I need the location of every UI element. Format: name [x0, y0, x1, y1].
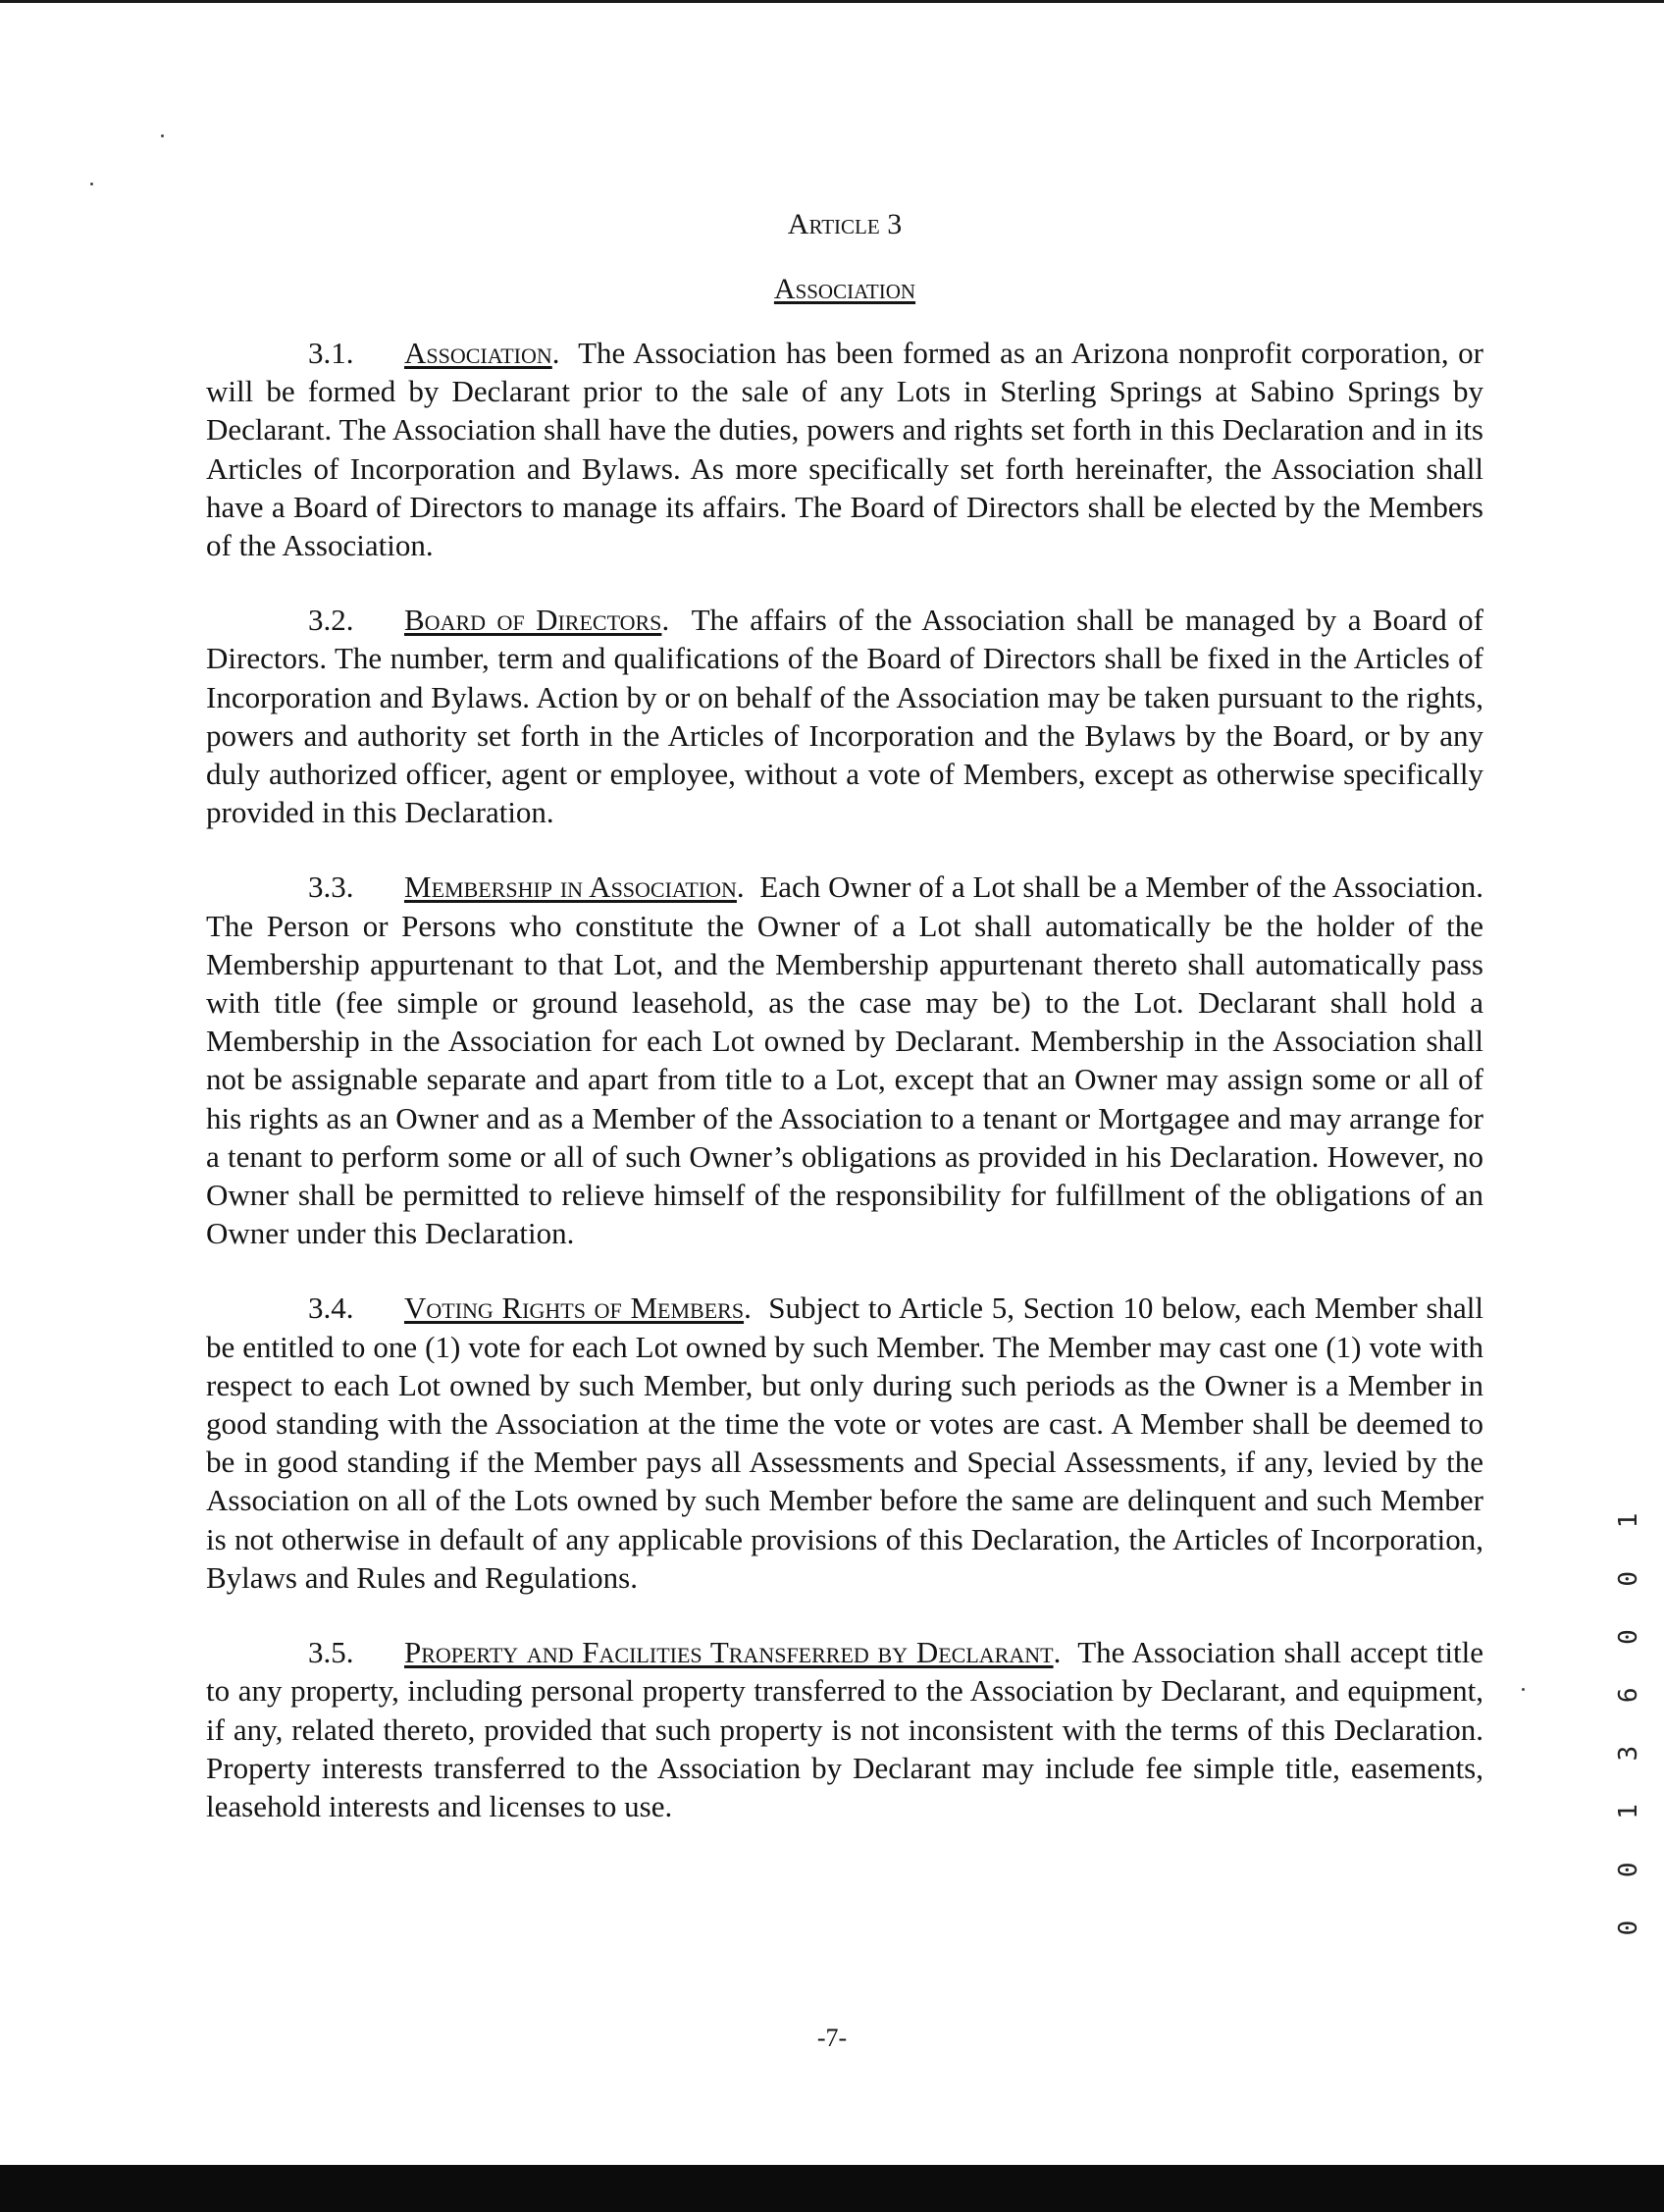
bates-stamp — [1614, 1499, 1643, 1936]
section-heading: Property and Facilities Transferred by Declarant — [404, 1635, 1054, 1670]
section-3-4: 3.4. Voting Rights of Members. Subject to Article 5, Section 10 below, each Member shall be entitled to one (1) vote for each Lot owned by such Member. The Member may cast one (1) vote with respect to each Lot owned by such Member, but only during such periods as the Owner is a Member in good standing with the Association at the time the vote or votes are cast. A Member shall be deemed to be in good standing if the Member pays all Assessments and Special Assessments, if any, levied by the Association on all of the Lots owned by such Member before the same are delinquent and such Member is not otherwise in default of any applicable provisions of this Declaration, the Articles of Incorporation, Bylaws and Rules and Regulations. — [206, 1290, 1483, 1595]
document-page — [206, 208, 1483, 1862]
section-number: 3.2. — [308, 603, 354, 638]
section-heading: Board of Directors — [404, 603, 662, 638]
section-number: 3.1. — [308, 336, 354, 370]
section-body: Each Owner of a Lot shall be a Member of the Association. The Person or Persons who constitute the Owner of a Lot shall automatically be the holder of the Membership appurtenant to that Lot, and the Membership appurtenant thereto shall automatically pass with title (fee simple or ground leasehold, as the case may be) to the Lot. Declarant shall hold a Membership in the Association for each Lot owned by Declarant. Membership in the Association shall not be assignable separate and apart from title to a Lot, except that an Owner may assign some or all of his rights as an Owner and as a Member of the Association to a tenant or Mortgagee and may arrange for a tenant to perform some or all of such Owner’s obligations as provided in his Declaration. However, no Owner shall be permitted to relieve himself of the responsibility for fulfillment of the obligations of an Owner under this Declaration. — [206, 869, 1484, 1251]
section-body: Subject to Article 5, Section 10 below, each Member shall be entitled to one (1) vote for each Lot owned by such Member. The Member may cast one (1) vote with respect to each Lot owned by such Member, but only during such periods as the Owner is a Member in good standing with the Association at the time the vote or votes are cast. A Member shall be deemed to be in good standing if the Member pays all Assessments and Special Assessments, if any, levied by the Association on all of the Lots owned by such Member before the same are delinquent and such Member is not otherwise in default of any applicable provisions of this Declaration, the Articles of Incorporation, Bylaws and Rules and Regulations. — [206, 1290, 1483, 1595]
section-body: The Association has been formed as an Arizona nonprofit corporation, or will be formed by Declarant prior to the sale of any Lots in Sterling Springs at Sabino Springs by Declarant. The Association shall have the duties, powers and rights set forth in this Declaration and in its Articles of Incorporation and Bylaws. As more specifically set forth hereinafter, the Association shall have a Board of Directors to manage its affairs. The Board of Directors shall be elected by the Members of the Association. — [206, 336, 1483, 563]
page-number: -7- — [816, 2024, 848, 2052]
section-3-2: 3.2. Board of Directors. The affairs of the Association shall be managed by a Board of Directors. The number, term and qualifications of the Board of Directors shall be fixed in the Articles of Incorporation and Bylaws. Action by or on behalf of the Association may be taken pursuant to the rights, powers and authority set forth in the Articles of Incorporation and the Bylaws by the Board, or by any duly authorized officer, agent or employee, without a vote of Members, except as otherwise specifically provided in this Declaration. — [206, 603, 1483, 830]
section-3-3: 3.3. Membership in Association. Each Owner of a Lot shall be a Member of the Association. The Person or Persons who constitute the Owner of a Lot shall automatically be the holder of the Membership appurtenant to that Lot, and the Membership appurtenant thereto shall automatically pass with title (fee simple or ground leasehold, as the case may be) to the Lot. Declarant shall hold a Membership in the Association for each Lot owned by Declarant. Membership in the Association shall not be assignable separate and apart from title to a Lot, except that an Owner may assign some or all of his rights as an Owner and as a Member of the Association to a tenant or Mortgagee and may arrange for a tenant to perform some or all of such Owner’s obligations as provided in his Declaration. However, no Owner shall be permitted to relieve himself of the responsibility for fulfillment of the obligations of an Owner under this Declaration. — [206, 869, 1484, 1251]
section-body: The Association shall accept title to any property, including personal property transferred to the Association by Declarant, and equipment, if any, related thereto, provided that such property is not inconsistent with the terms of this Declaration. Property interests transferred to the Association by Declarant may include fee simple title, easements, leasehold interests and licenses to use. — [206, 1635, 1483, 1823]
section-number: 3.3. — [308, 869, 354, 905]
top-scan-edge — [0, 0, 1664, 3]
article-subtitle: Association — [773, 273, 916, 305]
scan-speck — [161, 134, 164, 137]
section-body: The affairs of the Association shall be managed by a Board of Directors. The number, term and qualifications of the Board of Directors shall be fixed in the Articles of Incorporation and Bylaws. Action by or on behalf of the Association may be taken pursuant to the rights, powers and authority set forth in the Articles of Incorporation and the Bylaws by the Board, or by any duly authorized officer, agent or employee, without a vote of Members, except as otherwise specifically provided in this Declaration. — [206, 603, 1483, 830]
section-3-5: 3.5. Property and Facilities Transferred by Declarant. The Association shall accept title to any property, including personal property transferred to the Association by Declarant, and equipment, if any, related thereto, provided that such property is not inconsistent with the terms of this Declaration. Property interests transferred to the Association by Declarant may include fee simple title, easements, leasehold interests and licenses to use. — [206, 1635, 1483, 1823]
section-heading: Voting Rights of Members — [404, 1290, 745, 1326]
scan-speck — [1522, 1688, 1525, 1691]
section-number: 3.4. — [308, 1290, 354, 1326]
section-heading: Association — [404, 336, 552, 370]
scan-speck — [90, 183, 93, 185]
section-number: 3.5. — [308, 1635, 354, 1670]
bates-number: 0 0 1 3 6 0 0 1 — [1614, 1499, 1643, 1936]
section-3-1: 3.1. Association. The Association has been formed as an Arizona nonprofit corporation, or will be formed by Declarant prior to the sale of any Lots in Sterling Springs at Sabino Springs by Declarant. The Association shall have the duties, powers and rights set forth in this Declaration and in its Articles of Incorporation and Bylaws. As more specifically set forth hereinafter, the Association shall have a Board of Directors to manage its affairs. The Board of Directors shall be elected by the Members of the Association. — [206, 336, 1483, 563]
section-heading: Membership in Association — [404, 869, 737, 905]
article-title: Article 3 — [787, 208, 903, 240]
bottom-scan-edge — [0, 2165, 1664, 2212]
